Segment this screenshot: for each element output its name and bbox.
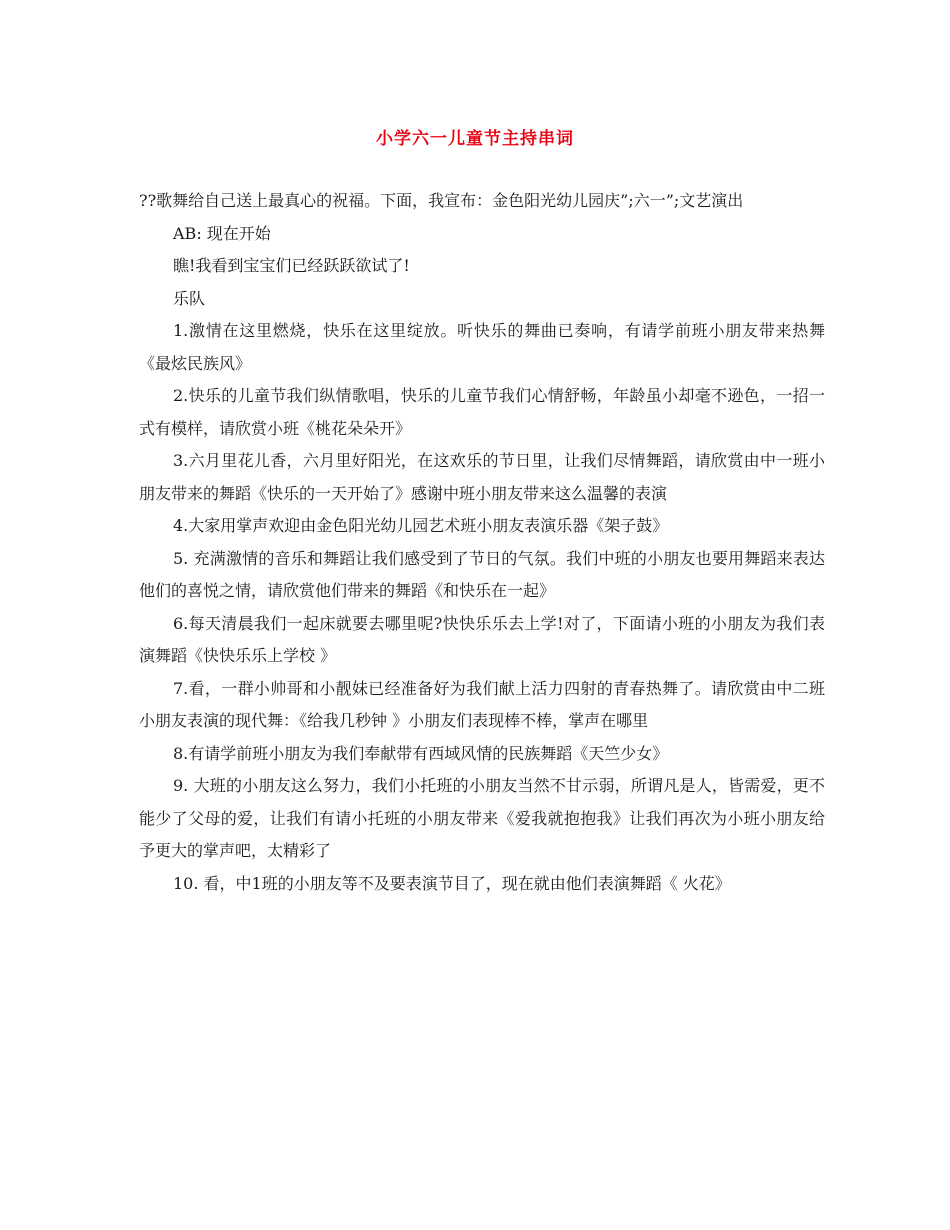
paragraph: AB: 现在开始 [173, 223, 271, 243]
page-title: 小学六一儿童节主持串词 [376, 129, 574, 149]
paragraph: 10. 看，中1班的小朋友等不及要表演节目了，现在就由他们表演舞蹈《 火花》 [173, 873, 731, 893]
paragraph: 4.大家用掌声欢迎由金色阳光幼儿园艺术班小朋友表演乐器《架子鼓》 [173, 516, 669, 535]
paragraph: 8.有请学前班小朋友为我们奉献带有西域风情的民族舞蹈《天竺少女》 [173, 743, 669, 763]
document-body [139, 185, 825, 900]
paragraph: 瞧!我看到宝宝们已经跃跃欲试了! [173, 256, 410, 275]
paragraph: 7.看，一群小帅哥和小靓妹已经准备好为我们献上活力四射的青春热舞了。请欣赏由中二班小朋友表演的现代舞：《给我几秒钟 》小朋友们表现棒不棒，掌声在哪里 [139, 678, 825, 730]
paragraph: 5. 充满激情的音乐和舞蹈让我们感受到了节日的气氛。我们中班的小朋友也要用舞蹈来表达他们的喜悦之情，请欣赏他们带来的舞蹈《和快乐在一起》 [139, 548, 825, 600]
paragraph: 9. 大班的小朋友这么努力，我们小托班的小朋友当然不甘示弱，所谓凡是人，皆需爱，更不能少了父母的爱，让我们有请小托班的小朋友带来《爱我就抱抱我》让我们再次为小班小朋友给予更大的掌声吧，太精彩了 [139, 776, 825, 860]
paragraph: 乐队 [173, 288, 206, 308]
paragraph: 6.每天清晨我们一起床就要去哪里呢?快快乐乐去上学!对了，下面请小班的小朋友为我们表演舞蹈《快快乐乐上学校 》 [139, 613, 825, 665]
paragraph: 3.六月里花儿香，六月里好阳光，在这欢乐的节日里，让我们尽情舞蹈，请欣赏由中一班小朋友带来的舞蹈《快乐的一天开始了》感谢中班小朋友带来这么温馨的表演 [139, 451, 825, 503]
paragraph: ??歌舞给自己送上最真心的祝福。下面，我宣布：金色阳光幼儿园庆”;六一”;文艺演出 [139, 191, 744, 210]
paragraph: 1.激情在这里燃烧，快乐在这里绽放。听快乐的舞曲已奏响，有请学前班小朋友带来热舞《最炫民族风》 [139, 321, 825, 373]
paragraph: 2.快乐的儿童节我们纵情歌唱，快乐的儿童节我们心情舒畅，年龄虽小却毫不逊色，一招一式有模样，请欣赏小班《桃花朵朵开》 [139, 386, 825, 438]
